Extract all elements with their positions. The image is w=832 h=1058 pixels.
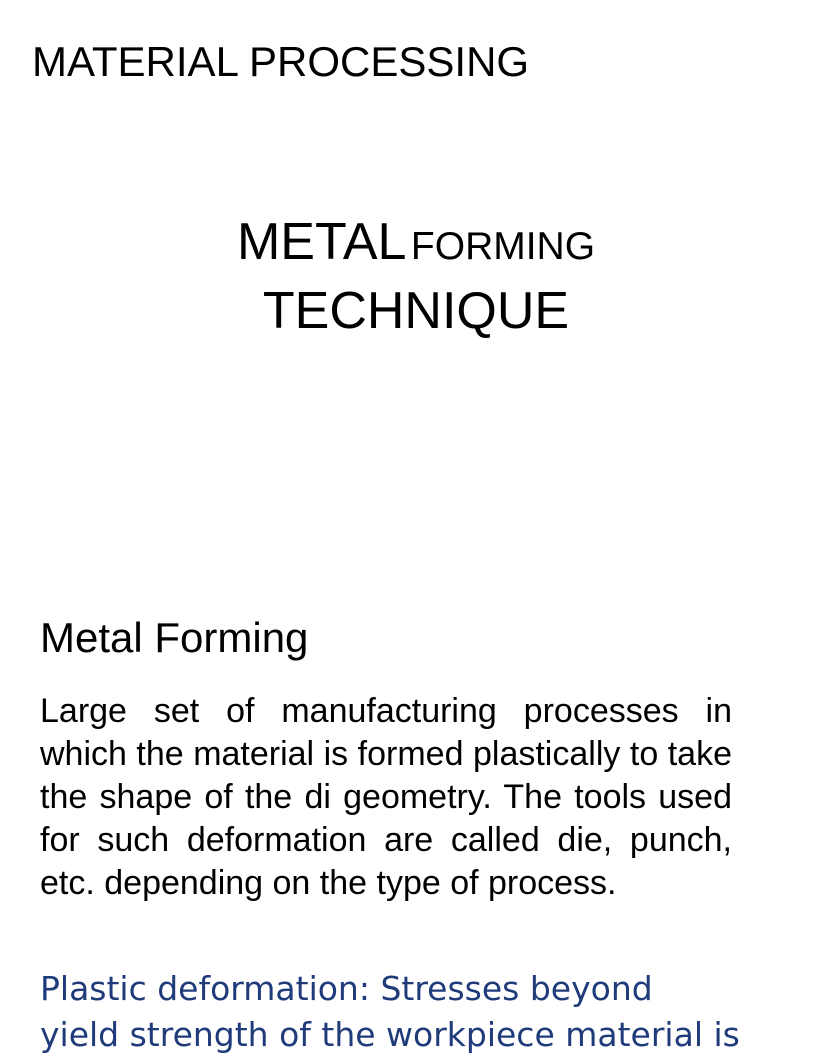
section-heading: Metal Forming: [40, 614, 309, 661]
header-title: MATERIAL PROCESSING: [32, 38, 530, 85]
slide-title-forming: FORMING: [410, 225, 596, 268]
plastic-deformation-text: Plastic deformation: Stresses beyond yield strength of the workpiece material is: [40, 969, 740, 1054]
slide-title-technique: TECHNIQUE: [262, 282, 570, 340]
slide-title-line-1: [0, 212, 832, 285]
slide-title-metal: METAL: [236, 213, 407, 271]
body-paragraph: Large set of manufacturing processes in which the material is formed plastically to take the shape of the di geometry. The tools used for such deformation are called die, punch, etc. depending on the type of process.: [40, 692, 732, 902]
